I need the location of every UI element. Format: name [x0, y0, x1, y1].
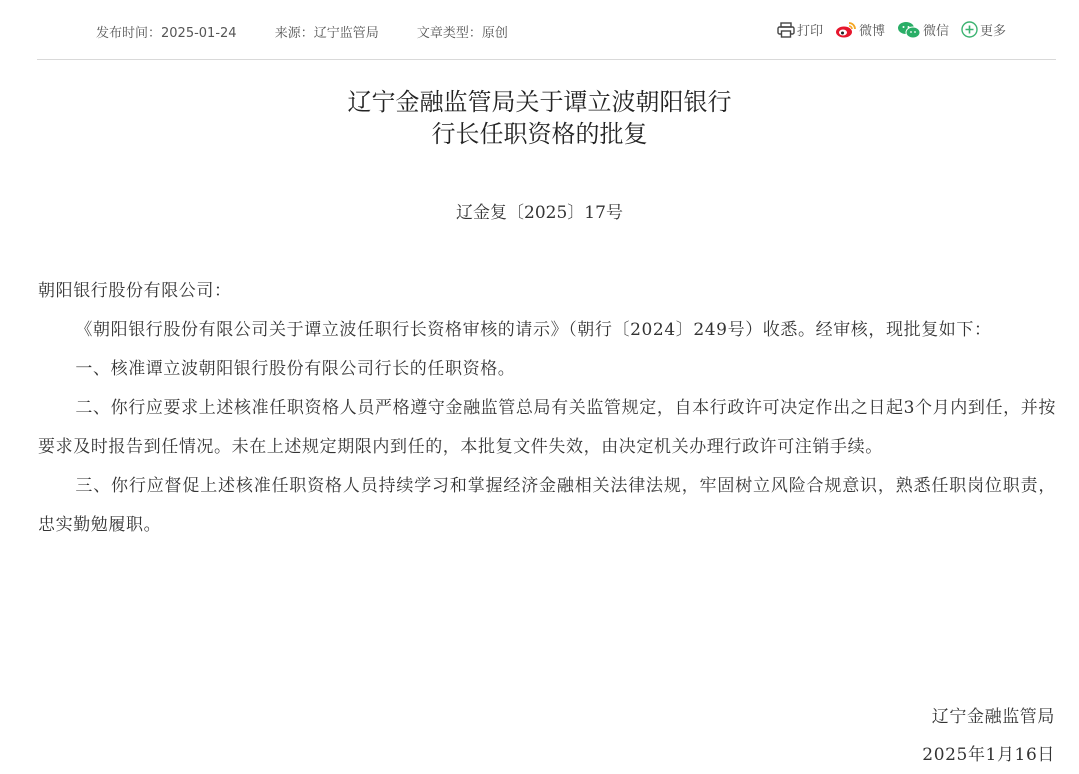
article-type: 文章类型：原创	[416, 26, 508, 41]
paragraph-item-2: 二、你行应要求上述核准任职资格人员严格遵守金融监管总局有关监管规定，自本行政许可决定作出之日起3个月内到任，并按要求及时报告到任情况。未在上述规定期限内到任的，本批复文件失效，由决定机关办理行政许可注销手续。	[38, 398, 1056, 457]
print-button[interactable]	[777, 20, 823, 39]
signature-block	[922, 698, 1055, 774]
weibo-icon	[835, 21, 857, 39]
printer-icon	[777, 22, 795, 38]
paragraph-intro: 《朝阳银行股份有限公司关于谭立波任职行长资格审核的请示》（朝行〔2024〕249号）收悉。经审核，现批复如下：	[75, 320, 992, 340]
publish-time: 发布时间：2025-01-24	[96, 26, 237, 41]
share-toolbar	[765, 20, 1006, 39]
addressee: 朝阳银行股份有限公司：	[38, 281, 232, 301]
wechat-share-button[interactable]	[897, 20, 949, 39]
wechat-icon	[897, 21, 921, 39]
page-title	[0, 86, 1079, 150]
signature-org: 辽宁金融监管局	[931, 707, 1055, 727]
plus-circle-icon	[961, 21, 978, 38]
weibo-label: 微博	[858, 24, 885, 39]
paragraph-item-3: 三、你行应督促上述核准任职资格人员持续学习和掌握经济金融相关法律法规，牢固树立风险合规意识，熟悉任职岗位职责，忠实勤勉履职。	[38, 476, 1056, 535]
document-body	[38, 272, 1056, 545]
article-meta	[96, 22, 542, 41]
title-line-1: 辽宁金融监管局关于谭立波朝阳银行	[347, 88, 732, 116]
article-source: 来源：辽宁监管局	[274, 26, 379, 41]
article-meta-bar	[37, 0, 1056, 60]
signature-date: 2025年1月16日	[922, 745, 1055, 765]
print-label: 打印	[796, 24, 823, 39]
paragraph-item-1: 一、核准谭立波朝阳银行股份有限公司行长的任职资格。	[75, 359, 516, 379]
document-number: 辽金复〔2025〕17号	[456, 203, 623, 223]
weibo-share-button[interactable]	[835, 20, 885, 39]
more-label: 更多	[979, 24, 1006, 39]
title-line-2: 行长任职资格的批复	[431, 120, 648, 148]
wechat-label: 微信	[922, 24, 949, 39]
more-share-button[interactable]	[961, 20, 1006, 39]
